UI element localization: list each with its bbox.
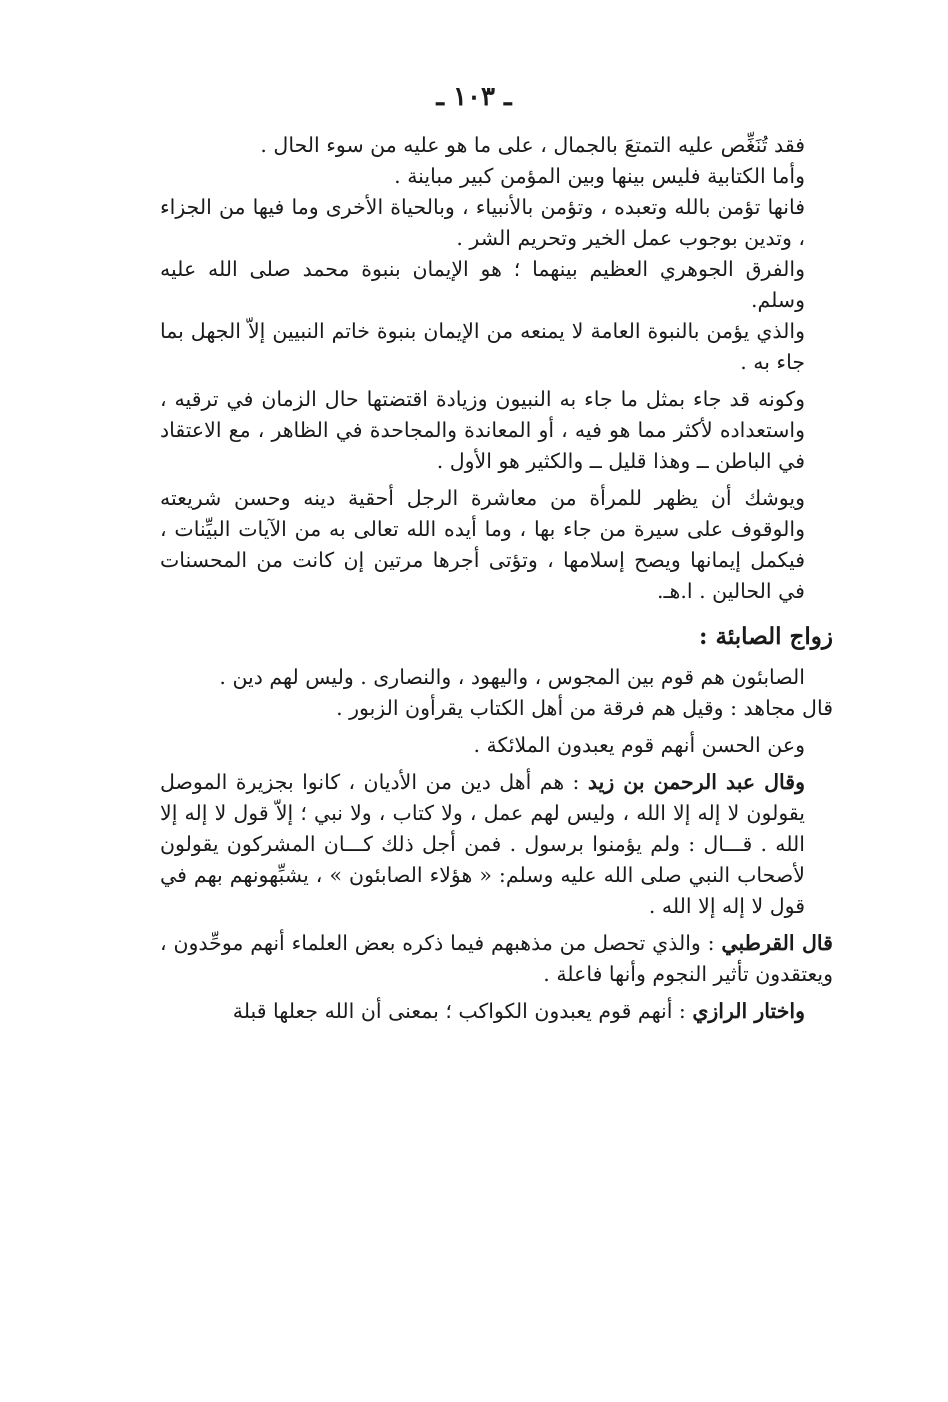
paragraph: والفرق الجوهري العظيم بينهما ؛ هو الإيمان بنبوة محمد صلى الله عليه وسلم. xyxy=(160,257,805,312)
section-paragraph xyxy=(160,996,833,1027)
paragraph-text: وعن الحسن أنهم قوم يعبدون الملائكة . xyxy=(473,733,805,757)
paragraph-lead: وقال عبد الرحمن بن زيد xyxy=(587,770,806,794)
section-paragraph xyxy=(160,693,833,724)
paragraph-text: : والذي تحصل من مذهبهم فيما ذكره بعض العلماء أنهم موحِّدون ، ويعتقدون تأثير النجوم وأنها فاعلة . xyxy=(160,931,833,986)
page-number: ـ ١٠٣ ـ xyxy=(436,82,512,112)
paragraph-text: : أنهم قوم يعبدون الكواكب ؛ بمعنى أن الله جعلها قبلة xyxy=(232,999,693,1023)
section-paragraph xyxy=(160,662,833,693)
section-paragraph xyxy=(160,767,833,922)
paragraph: والذي يؤمن بالنبوة العامة لا يمنعه من الإيمان بنبوة خاتم النبيين إلاّ الجهل بما جاء به . xyxy=(160,319,805,374)
paragraph: فقد تُنَغِّص عليه التمتعَ بالجمال ، على ما هو عليه من سوء الحال . xyxy=(260,133,805,157)
paragraph-text: قال مجاهد : وقيل هم فرقة من أهل الكتاب يقرأون الزبور . xyxy=(336,696,833,720)
body-text xyxy=(160,130,833,1027)
paragraph-lead: قال القرطبي xyxy=(721,931,833,955)
paragraph: وأما الكتابية فليس بينها وبين المؤمن كبير مباينة . xyxy=(394,164,805,188)
paragraph-text: : هم أهل دين من الأديان ، كانوا بجزيرة الموصل يقولون لا إله إلا الله ، وليس لهم عمل ، ولا كتاب ، ولا نبي ؛ إلاّ قول لا إله إلا الله . قـــال : ولم يؤمنوا برسول . فمن أجل ذلك كـــان المشركون يقولون لأصحاب النبي صلى الله عليه وسلم: « هؤلاء الصابئون » ، يشبِّهونهم بهم في قول لا إله إلا الله . xyxy=(160,770,805,918)
section-paragraph xyxy=(160,730,833,761)
section-heading: زواج الصابئة : xyxy=(699,623,833,650)
paragraph: فانها تؤمن بالله وتعبده ، وتؤمن بالأنبياء ، وبالحياة الأخرى وما فيها من الجزاء ، وتدين بوجوب عمل الخير وتحريم الشر . xyxy=(160,195,805,250)
section-paragraph xyxy=(160,928,833,990)
paragraph: ويوشك أن يظهر للمرأة من معاشرة الرجل أحقية دينه وحسن شريعته والوقوف على سيرة من جاء بها ، وما أيده الله تعالى به من الآيات البيِّنات ، فيكمل إيمانها ويصح إسلامها ، وتؤتى أجرها مرتين إن كانت من المحسنات في الحالين . ا.هـ. xyxy=(160,486,805,603)
paragraph-lead: واختار الرازي xyxy=(692,999,805,1023)
paragraph-text: الصابئون هم قوم بين المجوس ، واليهود ، والنصارى . وليس لهم دين . xyxy=(219,665,805,689)
paragraph: وكونه قد جاء بمثل ما جاء به النبيون وزيادة اقتضتها حال الزمان في ترقيه ، واستعداده لأكثر مما هو فيه ، أو المعاندة والمجاحدة في الظاهر ، مع الاعتقاد في الباطن ــ وهذا قليل ــ والكثير هو الأول . xyxy=(160,387,805,473)
